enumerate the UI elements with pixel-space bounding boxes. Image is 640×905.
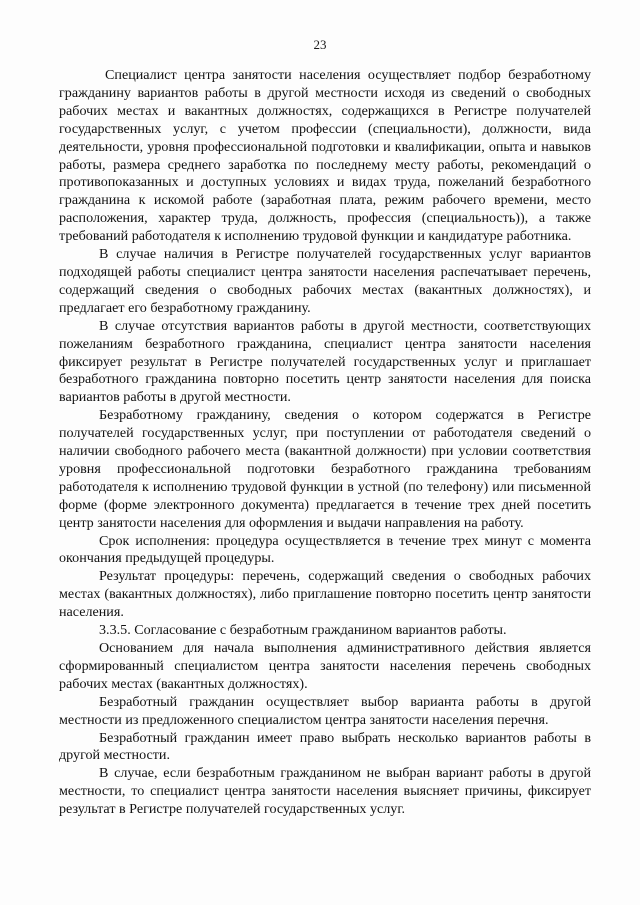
paragraph-employer-offer: Безработному гражданину, сведения о котором содержатся в Регистре получателей государственных услуг, при поступлении от работодателя сведений о наличии свободного рабочего места (вакантной должности) при условии соответствия уровня профессиональной подготовки безработного гражданина требованиям работодателя к исполнению трудовой функции в устной (по телефону) или письменной форме (форме электронного документа) предлагается в течение трех дней посетить центр занятости населения для оформления и выдачи направления на работу.: [59, 407, 591, 531]
section-heading-3-3-5: 3.3.5. Согласование с безработным гражданином вариантов работы.: [99, 622, 507, 639]
paragraph-no-choice: В случае, если безработным гражданином не выбран вариант работы в другой местности, то специалист центра занятости населения выясняет причины, фиксирует результат в Регистре получателей государственных услуг.: [59, 765, 591, 818]
page-number: 23: [313, 37, 327, 52]
document-body: [59, 67, 591, 819]
paragraph-vacancies-absent: В случае отсутствия вариантов работы в другой местности, соответствующих пожеланиям безработного гражданина, специалист центра занятости населения фиксирует результат в Регистре получателей государственных услуг и приглашает безработного гражданина повторно посетить центр занятости населения для поиска вариантов работы в другой местности.: [59, 317, 591, 406]
paragraph-basis: Основанием для начала выполнения административного действия является сформированный специалистом центра занятости населения перечень свободных рабочих местах (вакантных должностях).: [59, 640, 591, 692]
paragraph-vacancies-available: В случае наличия в Регистре получателей государственных услуг вариантов подходящей работы специалист центра занятости населения распечатывает перечень, содержащий сведения о свободных рабочих местах (вакантных должностях), и предлагает его безработному гражданину.: [59, 246, 591, 316]
paragraph-deadline: Срок исполнения: процедура осуществляется в течение трех минут с момента окончания предыдущей процедуры.: [59, 532, 591, 567]
paragraph-procedure-result: Результат процедуры: перечень, содержащий сведения о свободных рабочих местах (вакантных должностях), либо приглашение повторно посетить центр занятости населения.: [59, 568, 591, 621]
paragraph-right-to-choose: Безработный гражданин имеет право выбрать несколько вариантов работы в другой местности.: [59, 729, 591, 764]
paragraph-choice: Безработный гражданин осуществляет выбор варианта работы в другой местности из предложенного специалистом центра занятости населения перечня.: [59, 693, 591, 728]
paragraph-candidate-selection: Специалист центра занятости населения осуществляет подбор безработному гражданину вариантов работы в другой местности исходя из сведений о свободных рабочих местах и вакантных должностях, содержащихся в Регистре получателей государственных услуг, с учетом профессии (специальности), должности, вида деятельности, уровня профессиональной подготовки и квалификации, опыта и навыков работы, размера среднего заработка по последнему месту работы, рекомендаций о противопоказанных и доступных условиях и видах труда, пожеланий безработного гражданина к искомой работе (заработная плата, режим рабочего времени, место расположения, характер труда, должность, профессия (специальность)), а также требований работодателя к исполнению трудовой функции и кандидатуре работника.: [59, 67, 591, 245]
